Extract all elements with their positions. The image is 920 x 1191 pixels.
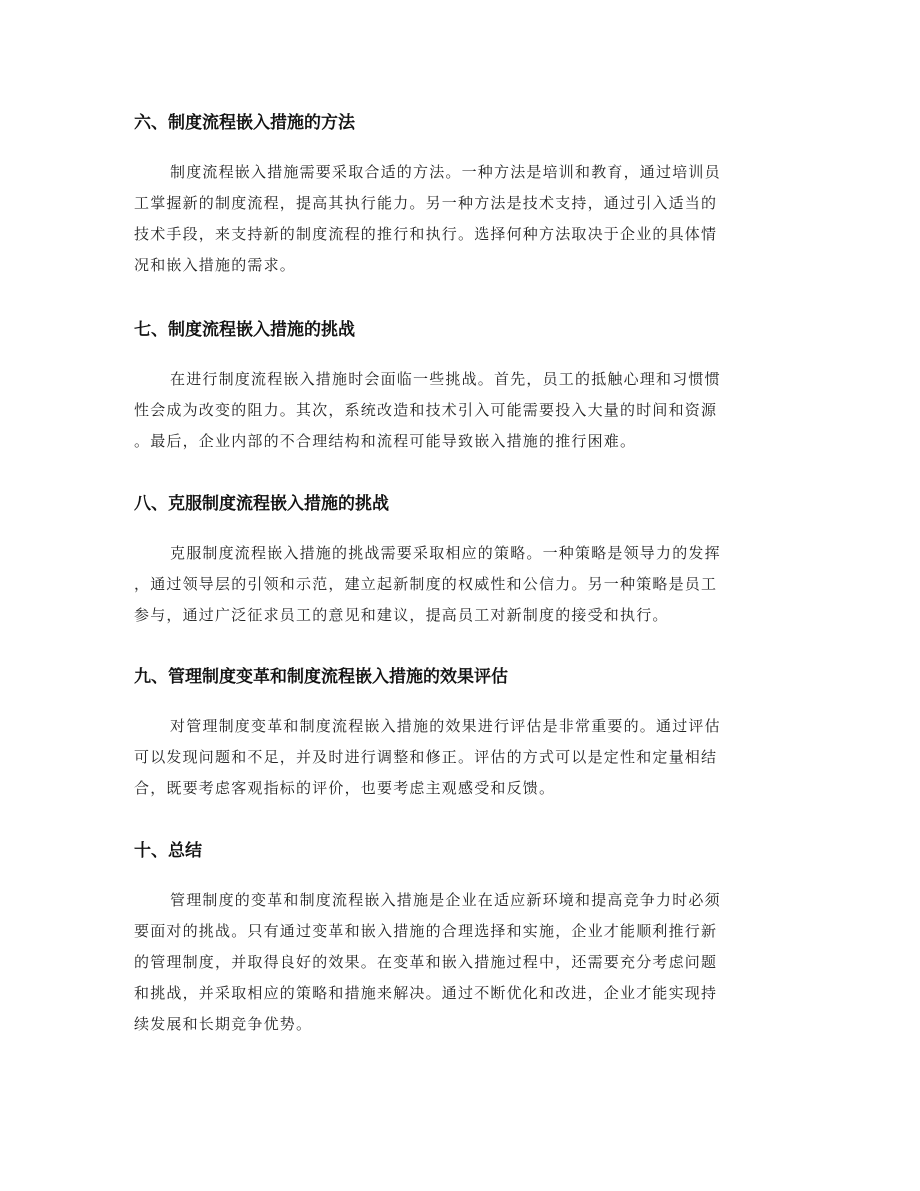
paragraph-line: 的管理制度，并取得良好的效果。在变革和嵌入措施过程中，还需要充分考虑问题 — [134, 953, 718, 971]
section-heading: 八、克服制度流程嵌入措施的挑战 — [134, 494, 389, 514]
section-paragraph — [134, 157, 786, 281]
section-paragraph — [134, 885, 786, 1040]
paragraph-line: 性会成为改变的阻力。其次，系统改造和技术引入可能需要投入大量的时间和资源 — [134, 401, 718, 419]
section-paragraph — [134, 711, 786, 804]
paragraph-line: 合，既要考虑客观指标的评价，也要考虑主观感受和反馈。 — [134, 779, 556, 797]
paragraph-line: 续发展和长期竞争优势。 — [134, 1015, 313, 1033]
paragraph-line: 要面对的挑战。只有通过变革和嵌入措施的合理选择和实施，企业才能顺利推行新 — [134, 922, 718, 940]
section-6 — [134, 111, 786, 281]
paragraph-line: 技术手段，来支持新的制度流程的推行和执行。选择何种方法取决于企业的具体情 — [134, 225, 718, 243]
paragraph-line: 和挑战，并采取相应的策略和措施来解决。通过不断优化和改进，企业才能实现持 — [134, 984, 718, 1002]
section-heading: 九、管理制度变革和制度流程嵌入措施的效果评估 — [134, 667, 508, 687]
section-9 — [134, 665, 786, 804]
paragraph-line: 况和嵌入措施的需求。 — [134, 256, 297, 274]
section-paragraph — [134, 538, 786, 631]
section-heading: 六、制度流程嵌入措施的方法 — [134, 113, 355, 133]
paragraph-line: 。最后，企业内部的不合理结构和流程可能导致嵌入措施的推行困难。 — [134, 432, 637, 450]
section-paragraph — [134, 364, 786, 457]
paragraph-line: 参与，通过广泛征求员工的意见和建议，提高员工对新制度的接受和执行。 — [134, 606, 669, 624]
paragraph-line: ，通过领导层的引领和示范，建立起新制度的权威性和公信力。另一种策略是员工 — [134, 575, 718, 593]
section-10 — [134, 839, 786, 1040]
paragraph-line: 对管理制度变革和制度流程嵌入措施的效果进行评估是非常重要的。通过评估 — [170, 717, 721, 735]
paragraph-line: 制度流程嵌入措施需要采取合适的方法。一种方法是培训和教育，通过培训员 — [170, 163, 721, 181]
section-8 — [134, 492, 786, 631]
paragraph-line: 克服制度流程嵌入措施的挑战需要采取相应的策略。一种策略是领导力的发挥 — [170, 544, 721, 562]
paragraph-line: 管理制度的变革和制度流程嵌入措施是企业在适应新环境和提高竞争力时必须 — [170, 891, 721, 909]
section-heading: 十、总结 — [134, 841, 202, 861]
paragraph-line: 工掌握新的制度流程，提高其执行能力。另一种方法是技术支持，通过引入适当的 — [134, 194, 718, 212]
section-7 — [134, 318, 786, 457]
paragraph-line: 在进行制度流程嵌入措施时会面临一些挑战。首先，员工的抵触心理和习惯惯 — [170, 370, 721, 388]
section-heading: 七、制度流程嵌入措施的挑战 — [134, 320, 355, 340]
paragraph-line: 可以发现问题和不足，并及时进行调整和修正。评估的方式可以是定性和定量相结 — [134, 748, 718, 766]
